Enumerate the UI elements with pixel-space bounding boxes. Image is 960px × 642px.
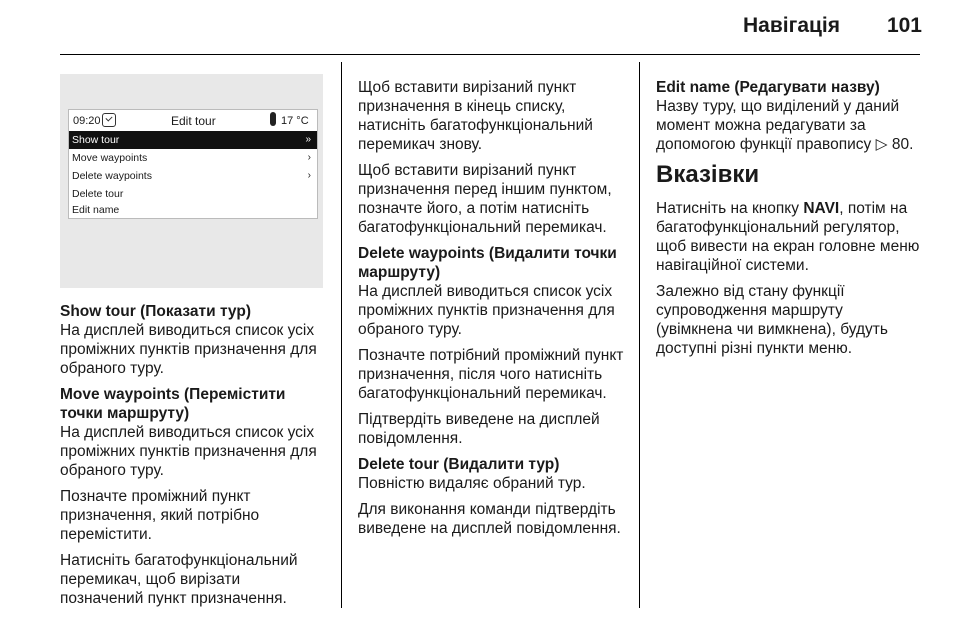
page-ref[interactable]: 80.: [891, 136, 914, 153]
paragraph: Повністю видаляє обраний тур.: [358, 475, 586, 492]
menu-item-label: Delete tour: [72, 188, 124, 200]
display-status-bar: [69, 113, 317, 131]
paragraph-text: Назву туру, що виділений у даний момент можна редагувати за допомогою функції правопису: [656, 98, 900, 153]
menu-item-label: Move waypoints: [72, 152, 148, 164]
paragraph: Залежно від стану функції супроводження маршруту (увімкнена чи вимкнена), будуть доступні різні пункти меню.: [656, 283, 888, 357]
heading-move-waypoints: Move waypoints (Перемістити точки маршруту): [60, 386, 286, 422]
chevron-right-icon: ›: [307, 170, 311, 181]
key-label: NAVI: [803, 200, 840, 217]
paragraph: Підтвердіть виведене на дисплей повідомлення.: [358, 411, 600, 447]
paragraph: На дисплей виводиться список усіх проміжних пунктів призначення для обраного туру.: [60, 424, 317, 479]
chevron-right-icon: »: [305, 134, 311, 145]
heading-edit-name: Edit name (Редагувати назву): [656, 79, 880, 96]
display-screenshot: [60, 74, 323, 288]
column-3: [656, 78, 922, 365]
display-title: Edit tour: [171, 114, 216, 128]
menu-item-label: Edit name: [72, 204, 120, 216]
header-rule: [60, 54, 920, 55]
heading-delete-waypoints: Delete waypoints (Видалити точки маршруту): [358, 245, 617, 281]
menu-item-label: Show tour: [72, 134, 120, 146]
page-ref-arrow-icon: ▷: [875, 136, 888, 153]
heading-show-tour: Show tour (Показати тур): [60, 303, 251, 320]
display-time: 09:20: [73, 115, 101, 127]
thermometer-icon: [270, 112, 276, 126]
paragraph-text: Натисніть на кнопку: [656, 200, 804, 217]
column-1: [60, 302, 326, 615]
paragraph: Натисніть багатофункціональний перемикач, щоб вирізати позначений пункт призначення.: [60, 552, 298, 607]
heading-delete-tour: Delete tour (Видалити тур): [358, 456, 560, 473]
menu-item-edit-name[interactable]: [69, 201, 317, 219]
paragraph: Щоб вставити вирізаний пункт призначення перед іншим пунктом, позначте його, а потім натисніть багатофункціональний перемикач.: [358, 162, 612, 236]
paragraph: Позначте проміжний пункт призначення, який потрібно перемістити.: [60, 488, 260, 543]
paragraph: [656, 97, 922, 154]
paragraph-text: , потім на багатофункціональний регулятор, щоб вивести на екран головне меню навігаційної системи.: [656, 200, 920, 274]
chevron-right-icon: ›: [307, 152, 311, 163]
menu-item-move-waypoints[interactable]: [69, 149, 317, 167]
column-divider-1: [341, 62, 342, 608]
paragraph: Для виконання команди підтвердіть виведене на дисплей повідомлення.: [358, 501, 621, 537]
display-temperature: 17 °C: [281, 115, 309, 127]
display-screen: [68, 109, 318, 219]
paragraph: Позначте потрібний проміжний пункт призначення, після чого натисніть багатофункціональний перемикач.: [358, 347, 624, 402]
section-title: Вказівки: [656, 161, 760, 188]
page-number: 101: [886, 14, 922, 37]
menu-item-delete-waypoints[interactable]: [69, 167, 317, 185]
paragraph: На дисплей виводиться список усіх проміжних пунктів призначення для обраного туру.: [358, 283, 615, 338]
column-divider-2: [639, 62, 640, 608]
clock-icon: [102, 113, 116, 127]
paragraph: Щоб вставити вирізаний пункт призначення в кінець списку, натисніть багатофункціональний перемикач знову.: [358, 79, 593, 153]
paragraph: На дисплей виводиться список усіх проміжних пунктів призначення для обраного туру.: [60, 322, 317, 377]
page-header-title: Навігація: [742, 14, 840, 37]
menu-item-label: Delete waypoints: [72, 170, 152, 182]
paragraph: [656, 199, 922, 275]
column-2: [358, 78, 624, 545]
menu-item-show-tour[interactable]: [69, 131, 317, 149]
